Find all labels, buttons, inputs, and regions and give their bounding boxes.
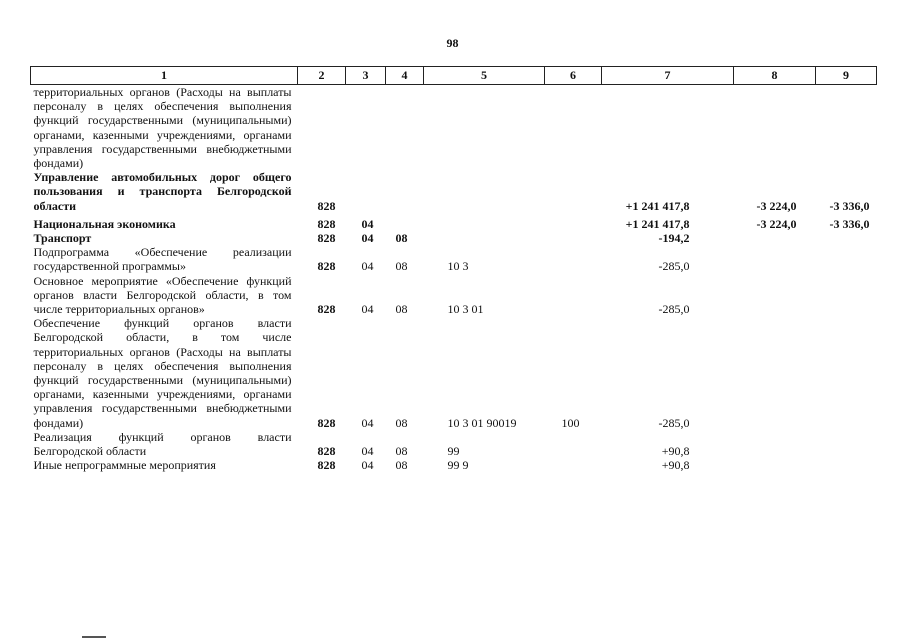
table-cell-c3: 04 <box>361 259 374 274</box>
table-cell-c3: 04 <box>361 216 374 231</box>
header-col-6: 6 <box>545 67 602 85</box>
table-cell-c9 <box>816 245 877 273</box>
table-cell-c4: 08 <box>395 259 408 274</box>
table-cell-c5 <box>424 231 545 245</box>
table-cell-c9 <box>816 274 877 317</box>
table-cell-c2: 828 <box>317 198 336 213</box>
table-cell-c6 <box>545 170 602 213</box>
table-cell-c8: -3 224,0 <box>756 198 797 213</box>
table-row <box>31 430 877 458</box>
budget-table <box>30 66 877 472</box>
table-cell-c8 <box>734 430 816 458</box>
header-col-1: 1 <box>31 67 298 85</box>
table-cell-c2: 828 <box>317 415 336 430</box>
table-cell-c9: -3 336,0 <box>829 198 870 213</box>
header-col-9: 9 <box>816 67 877 85</box>
table-row <box>31 245 877 273</box>
table-cell-c2 <box>298 85 346 171</box>
table-cell-c8 <box>734 316 816 430</box>
table-cell-c9 <box>816 85 877 171</box>
table-cell-c3: 04 <box>361 444 374 459</box>
table-row <box>31 274 877 317</box>
table-cell-c1: Реализация функций органов власти Белгородской области <box>33 429 292 459</box>
table-cell-c4: 08 <box>395 458 408 473</box>
table-cell-c2: 828 <box>317 444 336 459</box>
table-cell-c9 <box>816 316 877 430</box>
table-cell-c2: 828 <box>317 216 336 231</box>
table-cell-c6 <box>545 231 602 245</box>
table-cell-c6 <box>545 430 602 458</box>
table-cell-c7: -285,0 <box>658 259 690 274</box>
table-cell-c4: 08 <box>395 302 408 317</box>
table-body <box>31 85 877 473</box>
header-col-3: 3 <box>346 67 386 85</box>
table-cell-c5: 99 9 <box>447 458 469 473</box>
footer-rule <box>82 636 106 638</box>
table-cell-c6 <box>545 85 602 171</box>
table-cell-c5: 99 <box>447 444 460 459</box>
table-cell-c9 <box>816 430 877 458</box>
table-cell-c1: Транспорт <box>33 231 92 246</box>
table-cell-c8 <box>734 458 816 472</box>
table-cell-c3: 04 <box>361 458 374 473</box>
table-cell-c8 <box>734 231 816 245</box>
table-cell-c6 <box>545 458 602 472</box>
table-cell-c5: 10 3 <box>447 259 469 274</box>
table-cell-c1: Иные непрограммные мероприятия <box>33 458 216 473</box>
table-cell-c1: Подпрограмма «Обеспечение реализации государственной программы» <box>33 245 292 274</box>
table-cell-c5 <box>424 85 545 171</box>
table-cell-c1: Основное мероприятие «Обеспечение функций органов власти Белгородской области, в том числе территориальных органов» <box>33 273 292 317</box>
table-cell-c8 <box>734 85 816 171</box>
header-row <box>31 67 877 85</box>
table-cell-c7: -285,0 <box>658 415 690 430</box>
table-cell-c4: 08 <box>395 415 408 430</box>
table-cell-c8: -3 224,0 <box>756 216 797 231</box>
table-cell-c8 <box>734 245 816 273</box>
table-row <box>31 316 877 430</box>
table-cell-c3: 04 <box>361 302 374 317</box>
header-col-2: 2 <box>298 67 346 85</box>
table-cell-c3: 04 <box>361 415 374 430</box>
table-cell-c2: 828 <box>317 259 336 274</box>
page-number: 98 <box>446 36 459 50</box>
table-cell-c1: территориальных органов (Расходы на выплаты персоналу в целях обеспечения выполнения функций государственными (муниципальными) органами, казенными учреждениями, органами управления государственными внебюджетными фондами) <box>33 85 292 171</box>
table-cell-c4 <box>386 213 424 231</box>
table-row <box>31 231 877 245</box>
table-cell-c7 <box>602 85 734 171</box>
table-cell-c6: 100 <box>561 415 580 430</box>
table-cell-c3: 04 <box>361 231 374 246</box>
table-row <box>31 85 877 171</box>
table-cell-c2: 828 <box>317 302 336 317</box>
table-cell-c3 <box>346 85 386 171</box>
table-cell-c4: 08 <box>395 231 408 246</box>
table-cell-c5 <box>424 213 545 231</box>
table-cell-c3 <box>346 170 386 213</box>
table-cell-c4 <box>386 85 424 171</box>
header-col-5: 5 <box>424 67 545 85</box>
table-cell-c9 <box>816 458 877 472</box>
table-cell-c4 <box>386 170 424 213</box>
table-cell-c7: +90,8 <box>661 458 690 473</box>
table-cell-c7: -285,0 <box>658 302 690 317</box>
table-cell-c5 <box>424 170 545 213</box>
table-row <box>31 170 877 213</box>
header-col-8: 8 <box>734 67 816 85</box>
table-cell-c6 <box>545 213 602 231</box>
table-cell-c2: 828 <box>317 458 336 473</box>
table-cell-c9 <box>816 231 877 245</box>
table-cell-c2: 828 <box>317 231 336 246</box>
table-cell-c8 <box>734 274 816 317</box>
table-cell-c1: Управление автомобильных дорог общего пользования и транспорта Белгородской области <box>33 170 292 213</box>
header-col-7: 7 <box>602 67 734 85</box>
table-cell-c7: +1 241 417,8 <box>625 216 690 231</box>
table-cell-c6 <box>545 245 602 273</box>
table-cell-c7: +90,8 <box>661 444 690 459</box>
table-cell-c7: +1 241 417,8 <box>625 198 690 213</box>
table-cell-c9: -3 336,0 <box>829 216 870 231</box>
table-cell-c5: 10 3 01 <box>447 302 484 317</box>
table-cell-c1: Национальная экономика <box>33 216 176 231</box>
table-cell-c7: -194,2 <box>658 231 690 246</box>
table-cell-c6 <box>545 274 602 317</box>
table-cell-c5: 10 3 01 90019 <box>447 415 517 430</box>
table-cell-c4: 08 <box>395 444 408 459</box>
table-cell-c1: Обеспечение функций органов власти Белгородской области, в том числе территориальных органов (Расходы на выплаты персоналу в целях обеспечения выполнения функций государственными (муниципальными) органами, казенными учреждениями, органами управления государственными внебюджетными фондами) <box>33 316 292 430</box>
table-row <box>31 213 877 231</box>
header-col-4: 4 <box>386 67 424 85</box>
table-row <box>31 458 877 472</box>
